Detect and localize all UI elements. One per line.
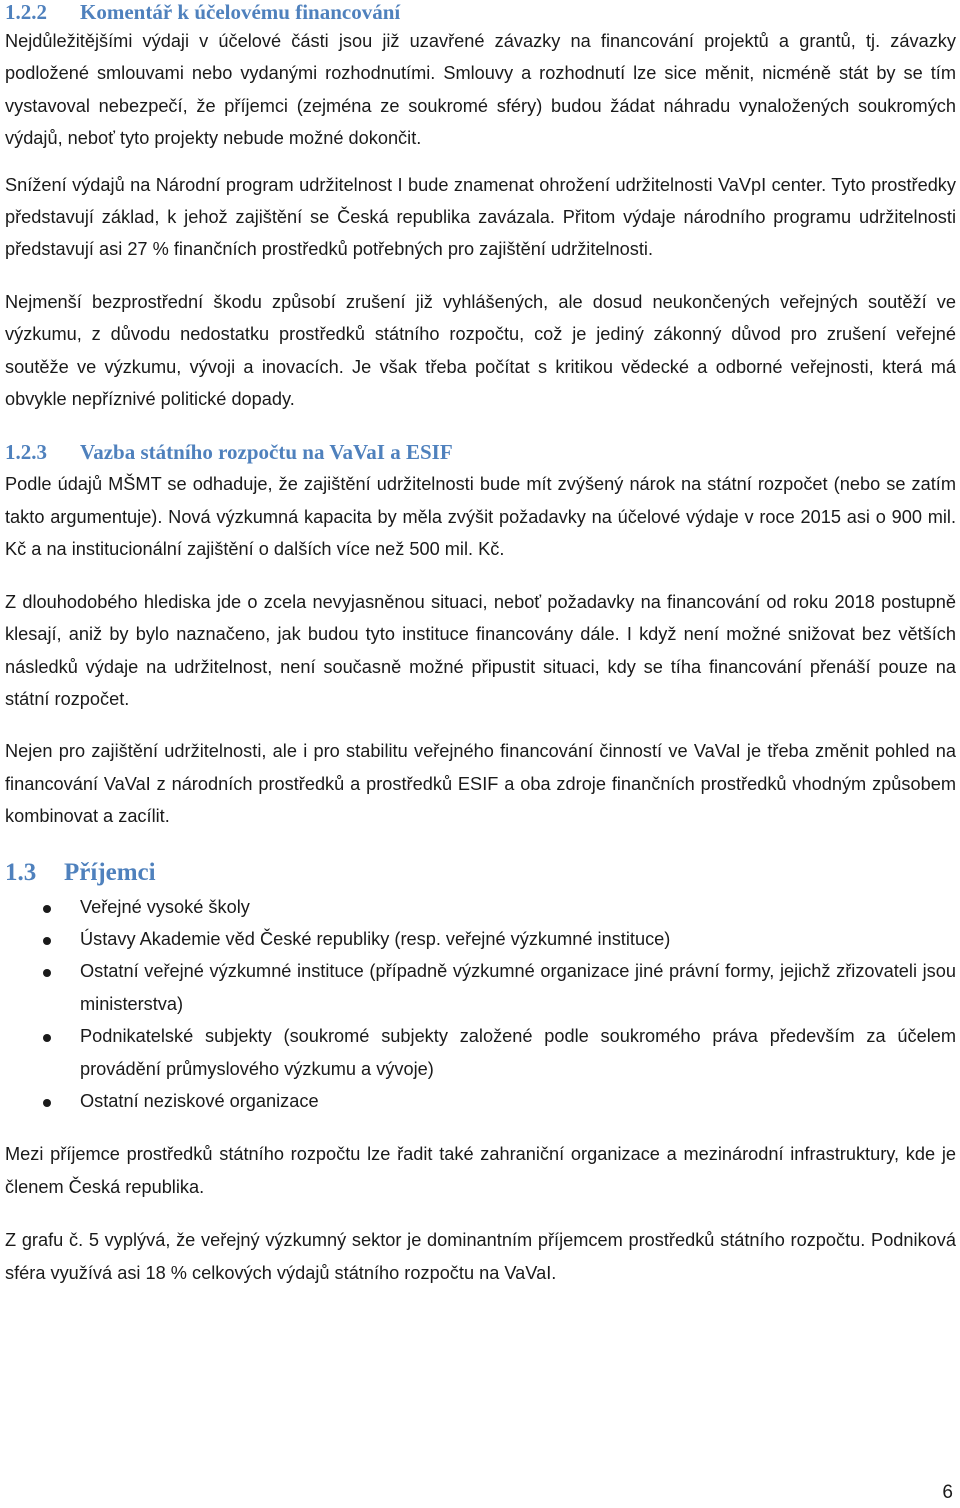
- section-number: 1.2.3: [5, 440, 47, 465]
- paragraph: Mezi příjemce prostředků státního rozpočtu lze řadit také zahraniční organizace a mezinárodní infrastruktury, kde je členem Česká republika.: [5, 1144, 956, 1197]
- section-heading-1-2-2: [5, 0, 956, 24]
- section-title: Komentář k účelovému financování: [80, 0, 401, 24]
- bullet-icon: [43, 1099, 51, 1107]
- section-heading-1-2-3: [5, 440, 956, 464]
- bullet-icon: [43, 1034, 51, 1042]
- paragraph: Snížení výdajů na Národní program udržitelnost I bude znamenat ohrožení udržitelnosti VaVpI center. Tyto prostředky představují základ, k jehož zajištění se Česká republika zavázala. Přitom výdaje národního programu udržitelnosti představují asi 27 % finančních prostředků potřebných pro zajištění udržitelnosti.: [5, 174, 956, 260]
- list-item: Veřejné vysoké školy: [5, 891, 956, 923]
- list-item: Podnikatelské subjekty (soukromé subjekty založené podle soukromého práva především za účelem provádění průmyslového výzkumu a vývoje): [5, 1020, 956, 1085]
- bullet-icon: [43, 969, 51, 977]
- document-page: [5, 0, 956, 1289]
- section-title: Příjemci: [64, 858, 156, 886]
- list-item: Ostatní neziskové organizace: [5, 1085, 956, 1117]
- page-number: 6: [942, 1482, 953, 1503]
- paragraph: Z dlouhodobého hlediska jde o zcela nevyjasněnou situaci, neboť požadavky na financování od roku 2018 postupně klesají, aniž by bylo naznačeno, jak budou tyto instituce financovány dále. I když není možné snižovat bez větších následků výdaje na udržitelnost, není současně možné připustit situaci, kdy se tíha financování přenáší pouze na státní rozpočet.: [5, 591, 956, 709]
- bullet-icon: [43, 937, 51, 945]
- recipients-list: [5, 891, 956, 1118]
- section-number: 1.3: [5, 858, 37, 886]
- section-heading-1-3: [5, 855, 956, 891]
- paragraph: Z grafu č. 5 vyplývá, že veřejný výzkumný sektor je dominantním příjemcem prostředků státního rozpočtu. Podniková sféra využívá asi 18 % celkových výdajů státního rozpočtu na VaVaI.: [5, 1230, 956, 1283]
- bullet-icon: [43, 905, 51, 913]
- paragraph: Podle údajů MŠMT se odhaduje, že zajištění udržitelnosti bude mít zvýšený nárok na státní rozpočet (nebo se zatím takto argumentuje). Nová výzkumná kapacita by měla zvýšit požadavky na účelové výdaje v roce 2015 asi o 900 mil. Kč a na institucionální zajištění o dalších více než 500 mil. Kč.: [5, 474, 956, 560]
- list-item: Ostatní veřejné výzkumné instituce (případně výzkumné organizace jiné právní formy, jejichž zřizovateli jsou ministerstva): [5, 955, 956, 1020]
- list-item: Ústavy Akademie věd České republiky (resp. veřejné výzkumné instituce): [5, 923, 956, 955]
- section-title: Vazba státního rozpočtu na VaVaI a ESIF: [80, 440, 453, 465]
- paragraph: Nejen pro zajištění udržitelnosti, ale i pro stabilitu veřejného financování činností ve VaVaI je třeba změnit pohled na financování VaVaI z národních prostředků a prostředků ESIF a oba zdroje finančních prostředků vhodným způsobem kombinovat a zacílit.: [5, 741, 956, 827]
- section-number: 1.2.2: [5, 0, 47, 24]
- paragraph: Nejmenší bezprostřední škodu způsobí zrušení již vyhlášených, ale dosud neukončených veřejných soutěží ve výzkumu, z důvodu nedostatku prostředků státního rozpočtu, což je jediný zákonný důvod pro zrušení veřejné soutěže ve výzkumu, vývoji a inovacích. Je však třeba počítat s kritikou vědecké a odborné veřejnosti, která má obvykle nepříznivé politické dopady.: [5, 291, 956, 410]
- paragraph: Nejdůležitějšími výdaji v účelové části jsou již uzavřené závazky na financování projektů a grantů, tj. závazky podložené smlouvami nebo vydanými rozhodnutími. Smlouvy a rozhodnutí lze sice měnit, nicméně stát by se tím vystavoval nebezpečí, že příjemci (zejména ze soukromé sféry) budou žádat náhradu vynaložených soukromých výdajů, neboť tyto projekty nebude možné dokončit.: [5, 31, 956, 149]
